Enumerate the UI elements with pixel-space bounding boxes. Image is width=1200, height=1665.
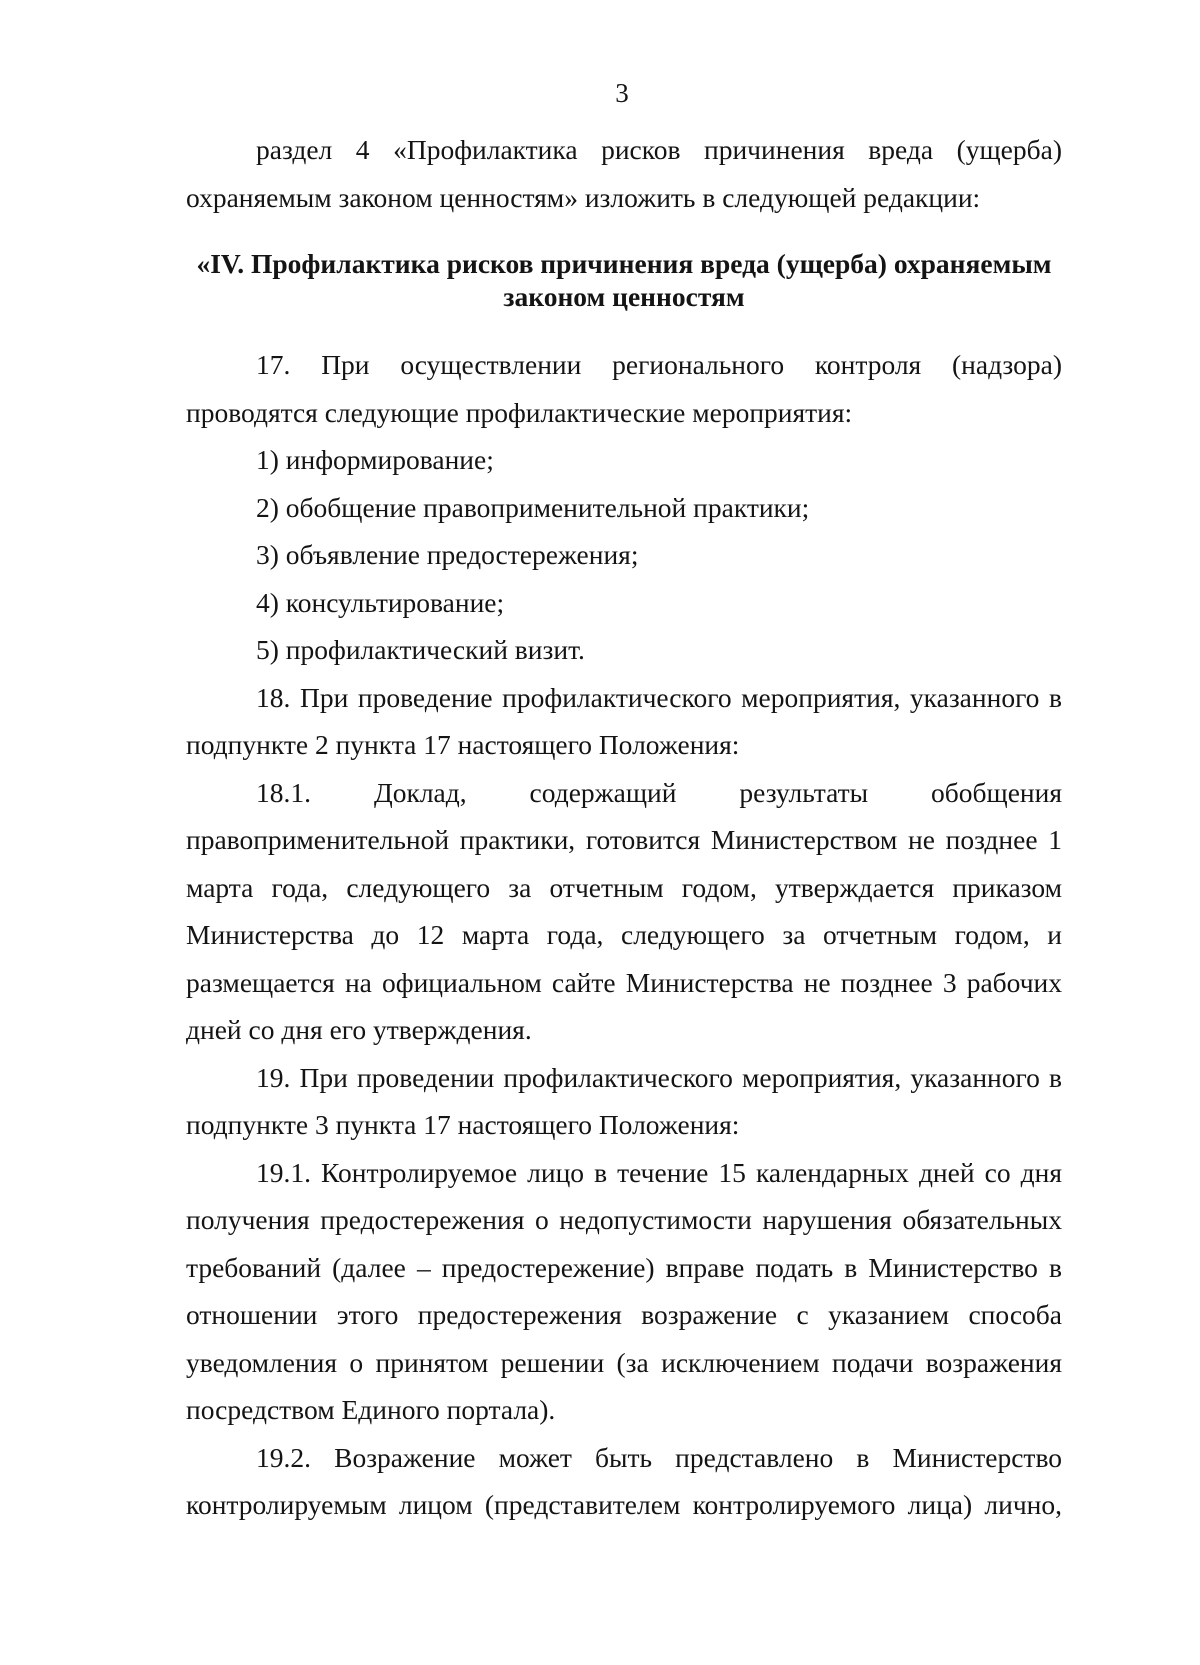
section-heading-line-1: «IV. Профилактика рисков причинения вреда (ущерба) охраняемым	[196, 248, 1052, 279]
list-item-5: 5) профилактический визит.	[256, 634, 585, 665]
section-heading-line-2: законом ценностям	[503, 281, 745, 312]
section-heading	[186, 247, 1062, 313]
paragraph-17: 17. При осуществлении регионального контроля (надзора) проводятся следующие профилактические мероприятия:	[186, 349, 1062, 428]
paragraph-19: 19. При проведении профилактического мероприятия, указанного в подпункте 3 пункта 17 настоящего Положения:	[186, 1061, 1062, 1140]
paragraph-19-1: 19.1. Контролируемое лицо в течение 15 календарных дней со дня получения предостережения о недопустимости нарушения обязательных требований (далее – предостережение) вправе подать в Министерство в отношении этого предостережения возражение с указанием способа уведомления о принятом решении (за исключением подачи возражения посредством Единого портала).	[186, 1156, 1062, 1425]
list-item-2: 2) обобщение правоприменительной практики;	[256, 491, 810, 523]
document-body	[186, 126, 1062, 1529]
list-item-4: 4) консультирование;	[256, 586, 505, 618]
page-number: 3	[615, 78, 629, 108]
paragraph-18: 18. При проведение профилактического мероприятия, указанного в подпункте 2 пункта 17 настоящего Положения:	[186, 681, 1062, 760]
list-item-1: 1) информирование;	[256, 444, 494, 475]
paragraph-18-1: 18.1. Доклад, содержащий результаты обобщения правоприменительной практики, готовится Министерством не позднее 1 марта года, следующего за отчетным годом, утверждается приказом Министерства до 12 марта года, следующего за отчетным годом, и размещается на официальном сайте Министерства не позднее 3 рабочих дней со дня его утверждения.	[186, 776, 1062, 1045]
paragraph-19-2: 19.2. Возражение может быть представлено в Министерство контролируемым лицом (представителем контролируемого лица) лично,	[186, 1441, 1062, 1520]
intro-paragraph: раздел 4 «Профилактика рисков причинения вреда (ущерба) охраняемым законом ценностям» изложить в следующей редакции:	[186, 134, 1062, 213]
list-item-3: 3) объявление предостережения;	[256, 539, 639, 570]
